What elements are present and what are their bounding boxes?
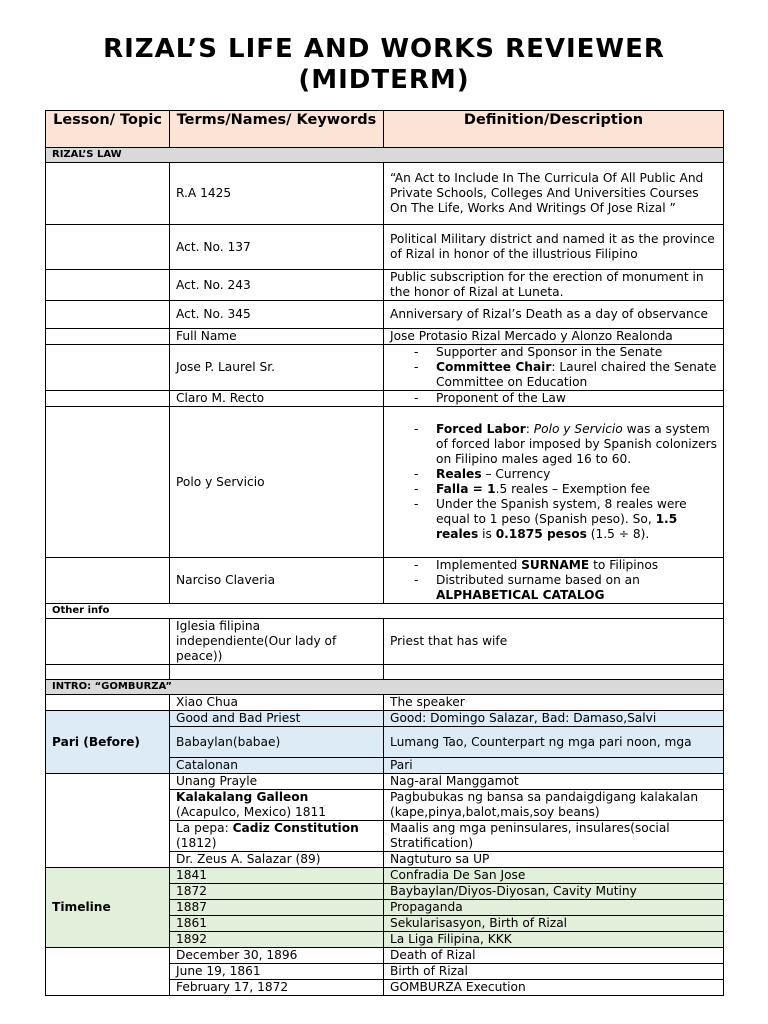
term-cell: Catalonan [170, 758, 384, 774]
date-cell: December 30, 1896 [170, 948, 384, 964]
definition-cell: Jose Protasio Rizal Mercado y Alonzo Realonda [384, 329, 724, 345]
definition-cell: “An Act to Include In The Curricula Of All Public And Private Schools, Colleges And Universities Courses On The Life, Works And Writings Of Jose Rizal ” [384, 163, 724, 225]
bullet-list [390, 345, 717, 390]
term-cell: Act. No. 345 [170, 301, 384, 329]
table-row [46, 711, 724, 727]
document-title [0, 34, 768, 96]
event-cell: GOMBURZA Execution [384, 980, 724, 996]
term-cell: Babaylan(babae) [170, 727, 384, 758]
timeline-year: 1861 [170, 916, 384, 932]
definition-cell: Priest that has wife [384, 619, 724, 665]
definition-cell [384, 345, 724, 391]
header-lesson-topic: Lesson/ Topic [46, 111, 170, 148]
table-row [46, 329, 724, 345]
definition-cell: Maalis ang mga peninsulares, insulares(social Stratification) [384, 821, 724, 852]
term-cell: Full Name [170, 329, 384, 345]
definition-cell: Nagtuturo sa UP [384, 852, 724, 868]
table-row [46, 558, 724, 604]
definition-cell: Nag-aral Manggamot [384, 774, 724, 790]
term-cell: Claro M. Recto [170, 391, 384, 407]
term-cell: Xiao Chua [170, 695, 384, 711]
list-item: - Implemented SURNAME to Filipinos [414, 558, 717, 573]
list-item: - Distributed surname based on an ALPHABETICAL CATALOG [414, 573, 717, 603]
date-cell: February 17, 1872 [170, 980, 384, 996]
timeline-event: Baybaylan/Diyos-Diyosan, Cavity Mutiny [384, 884, 724, 900]
date-cell: June 19, 1861 [170, 964, 384, 980]
table-row [46, 407, 724, 558]
bullet-list [390, 391, 717, 406]
term-cell: Act. No. 137 [170, 225, 384, 270]
term-cell: Unang Prayle [170, 774, 384, 790]
definition-cell [384, 391, 724, 407]
term-cell: Kalakalang Galleon (Acapulco, Mexico) 1811 [170, 790, 384, 821]
list-item: - Proponent of the Law [414, 391, 717, 406]
header-terms: Terms/Names/ Keywords [170, 111, 384, 148]
section-row-rizals-law [46, 148, 724, 163]
title-line-1: RIZAL’S LIFE AND WORKS REVIEWER [103, 34, 665, 64]
definition-cell: Pari [384, 758, 724, 774]
term-cell: Iglesia filipina independiente(Our lady of peace)) [170, 619, 384, 665]
timeline-year: 1892 [170, 932, 384, 948]
term-cell: Good and Bad Priest [170, 711, 384, 727]
timeline-event: Confradia De San Jose [384, 868, 724, 884]
definition-cell: Good: Domingo Salazar, Bad: Damaso,Salvi [384, 711, 724, 727]
term-cell: R.A 1425 [170, 163, 384, 225]
definition-cell: Pagbubukas ng bansa sa pandaigdigang kalakalan (kape,pinya,balot,mais,soy beans) [384, 790, 724, 821]
timeline-event: Propaganda [384, 900, 724, 916]
definition-cell [384, 558, 724, 604]
timeline-year: 1872 [170, 884, 384, 900]
definition-cell [384, 407, 724, 558]
event-cell: Birth of Rizal [384, 964, 724, 980]
definition-cell: Lumang Tao, Counterpart ng mga pari noon, mga [384, 727, 724, 758]
list-item: - Under the Spanish system, 8 reales were equal to 1 peso (Spanish peso). So, 1.5 reales is 0.1875 pesos (1.5 ÷ 8). [414, 497, 717, 542]
section-title: INTRO: “GOMBURZA” [46, 680, 724, 695]
table-row [46, 774, 724, 790]
table-row [46, 695, 724, 711]
event-cell: Death of Rizal [384, 948, 724, 964]
group-label-pari: Pari (Before) [46, 711, 170, 774]
date-row [46, 948, 724, 964]
table-row [46, 163, 724, 225]
timeline-row [46, 868, 724, 884]
group-label-timeline: Timeline [46, 868, 170, 948]
definition-cell: The speaker [384, 695, 724, 711]
table-row [46, 345, 724, 391]
bullet-list [390, 422, 717, 542]
list-item: - Reales – Currency [414, 467, 717, 482]
term-cell: Act. No. 243 [170, 270, 384, 301]
empty-row [46, 665, 724, 680]
definition-cell: Political Military district and named it as the province of Rizal in honor of the illustrious Filipino [384, 225, 724, 270]
section-row-gomburza [46, 680, 724, 695]
title-line-2: (MIDTERM) [298, 65, 470, 95]
bullet-list [390, 558, 717, 603]
timeline-year: 1887 [170, 900, 384, 916]
section-title: RIZAL’S LAW [46, 148, 724, 163]
table-row [46, 301, 724, 329]
term-cell: La pepa: Cadiz Constitution (1812) [170, 821, 384, 852]
section-title: Other info [46, 604, 724, 619]
table-row [46, 225, 724, 270]
timeline-year: 1841 [170, 868, 384, 884]
definition-cell: Anniversary of Rizal’s Death as a day of observance [384, 301, 724, 329]
term-cell: Narciso Claveria [170, 558, 384, 604]
list-item: - Committee Chair: Laurel chaired the Senate Committee on Education [414, 360, 717, 390]
section-row-other-info [46, 604, 724, 619]
definition-cell: Public subscription for the erection of monument in the honor of Rizal at Luneta. [384, 270, 724, 301]
table-row [46, 391, 724, 407]
term-cell: Dr. Zeus A. Salazar (89) [170, 852, 384, 868]
reviewer-table [45, 110, 724, 996]
term-cell: Polo y Servicio [170, 407, 384, 558]
term-cell: Jose P. Laurel Sr. [170, 345, 384, 391]
table-header-row [46, 111, 724, 148]
timeline-event: Sekularisasyon, Birth of Rizal [384, 916, 724, 932]
list-item: - Falla = 1.5 reales – Exemption fee [414, 482, 717, 497]
header-definition: Definition/Description [384, 111, 724, 148]
timeline-event: La Liga Filipina, KKK [384, 932, 724, 948]
list-item: - Supporter and Sponsor in the Senate [414, 345, 717, 360]
table-row [46, 270, 724, 301]
table-row [46, 619, 724, 665]
list-item: - Forced Labor: Polo y Servicio was a system of forced labor imposed by Spanish colonizers on Filipino males aged 16 to 60. [414, 422, 717, 467]
